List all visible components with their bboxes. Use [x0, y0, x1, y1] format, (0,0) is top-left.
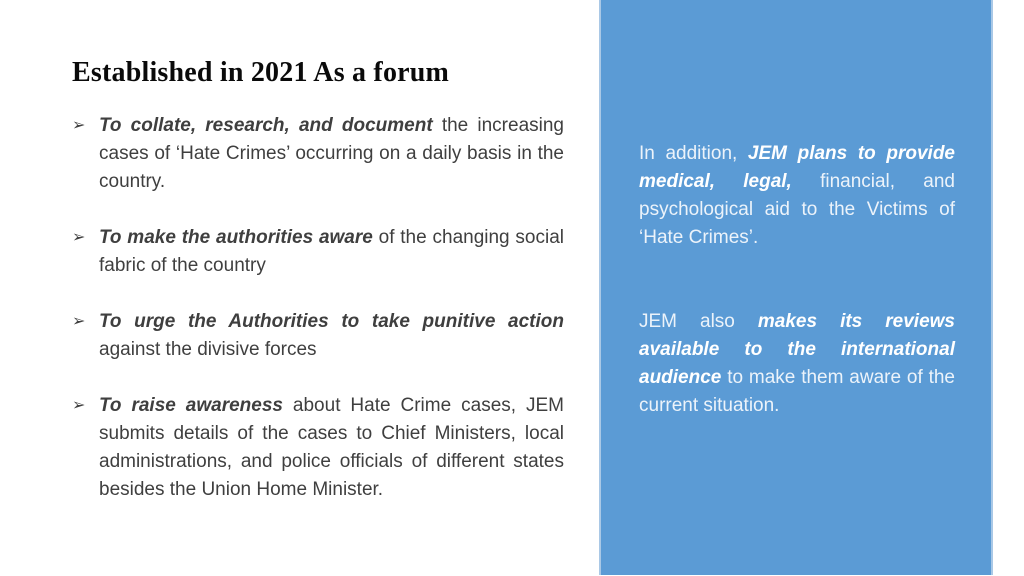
arrow-bullet-icon: ➢: [72, 117, 86, 134]
paragraph-emphasis: JEM plans to provide medical, legal,: [639, 143, 955, 192]
bullet-rest: about Hate Crime cases, JEM submits details of the cases to Chief Ministers, local administrations, and police officials of different states besides the Union Home Minister.: [99, 395, 564, 500]
list-item: [72, 224, 564, 280]
bullet-list: [72, 112, 564, 504]
bullet-rest: against the divisive forces: [99, 339, 317, 360]
list-item: [72, 392, 564, 504]
list-item: [72, 112, 564, 196]
paragraph-emphasis: makes its reviews available to the international audience: [639, 311, 955, 388]
blue-panel-content: [601, 0, 991, 420]
paragraph-suffix: to make them aware of the current situation.: [639, 367, 955, 416]
list-item: [72, 308, 564, 364]
bullet-lead-emphasis: To urge the Authorities to take punitive action: [99, 311, 564, 332]
paragraph-prefix: JEM also: [639, 311, 758, 332]
panel-paragraph: [639, 140, 955, 252]
bullet-text: [99, 392, 564, 504]
slide-body-left: [72, 56, 564, 504]
bullet-text: [99, 112, 564, 196]
bullet-text: [99, 308, 564, 364]
arrow-bullet-icon: ➢: [72, 229, 86, 246]
arrow-bullet-icon: ➢: [72, 313, 86, 330]
bullet-lead-emphasis: To collate, research, and document: [99, 115, 433, 136]
bullet-lead-emphasis: To make the authorities aware: [99, 227, 373, 248]
paragraph-suffix: financial, and psychological aid to the Victims of ‘Hate Crimes’.: [639, 171, 955, 248]
bullet-text: [99, 224, 564, 280]
arrow-bullet-icon: ➢: [72, 397, 86, 414]
panel-paragraph: [639, 308, 955, 420]
bullet-lead-emphasis: To raise awareness: [99, 395, 283, 416]
slide-title: Established in 2021 As a forum: [72, 57, 450, 88]
paragraph-prefix: In addition,: [639, 143, 748, 164]
bullet-rest: of the changing social fabric of the country: [99, 227, 565, 276]
bullet-rest: the increasing cases of ‘Hate Crimes’ occurring on a daily basis in the country.: [99, 115, 564, 192]
blue-side-panel: [599, 0, 993, 575]
